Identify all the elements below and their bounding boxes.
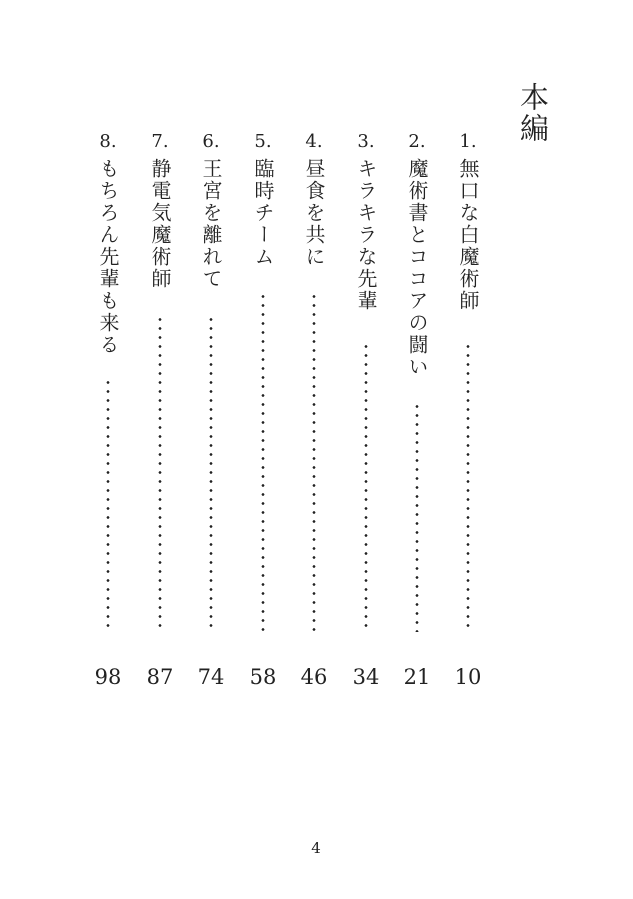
leader-dots (465, 342, 471, 632)
entry-title: 魔術書とココアの闘い (405, 158, 429, 378)
entry-page: 58 (249, 665, 277, 689)
entry-number: 4. (305, 131, 323, 152)
entry-number: 8. (99, 131, 117, 152)
leader-dots (363, 342, 369, 632)
entry-title: キラキラな先輩 (354, 158, 378, 312)
entry-number: 5. (254, 131, 272, 152)
toc-entry-2 (402, 130, 432, 690)
toc-entry-5 (248, 130, 278, 690)
entry-page: 87 (146, 665, 174, 689)
toc-entry-1 (453, 130, 483, 690)
toc-entry-8 (93, 130, 123, 690)
page-number: 4 (311, 839, 321, 857)
entry-number: 3. (357, 131, 375, 152)
entry-number: 7. (151, 131, 169, 152)
entry-page: 74 (197, 665, 225, 689)
entry-page: 10 (454, 665, 482, 689)
entry-number: 2. (408, 131, 426, 152)
leader-dots (414, 402, 420, 632)
leader-dots (260, 292, 266, 632)
entry-title: もちろん先輩も来る (96, 158, 120, 356)
entry-title: 昼食を共に (302, 158, 326, 268)
leader-dots (311, 292, 317, 632)
leader-dots (208, 315, 214, 632)
leader-dots (105, 378, 111, 632)
entry-title: 静電気魔術師 (148, 158, 172, 290)
leader-dots (157, 315, 163, 632)
entry-title: 臨時チーム (251, 158, 275, 268)
entry-page: 21 (403, 665, 431, 689)
entry-number: 6. (202, 131, 220, 152)
entry-title: 無口な白魔術師 (456, 158, 480, 312)
toc-entry-6 (196, 130, 226, 690)
entry-page: 34 (352, 665, 380, 689)
section-title: 本編 (516, 82, 550, 144)
toc-entry-3 (351, 130, 381, 690)
entry-title: 王宮を離れて (199, 158, 223, 290)
toc-entry-4 (299, 130, 329, 690)
entry-number: 1. (459, 131, 477, 152)
entry-page: 98 (94, 665, 122, 689)
toc-entry-7 (145, 130, 175, 690)
entry-page: 46 (300, 665, 328, 689)
